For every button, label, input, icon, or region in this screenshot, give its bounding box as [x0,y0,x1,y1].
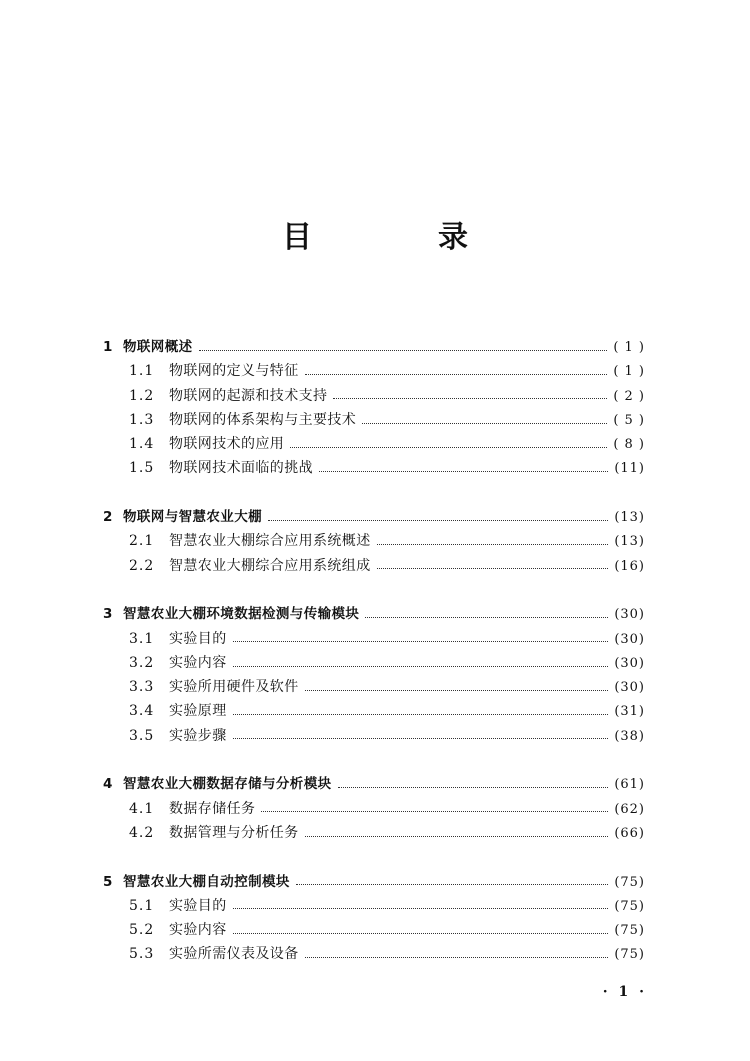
page-number: (62) [614,801,645,817]
section-title: 实验所用硬件及软件 [169,679,299,696]
section-number: 1.4 [129,436,155,453]
dot-leader [377,544,609,545]
dot-leader [268,520,608,521]
section-entry[interactable] [103,699,645,723]
section-entry[interactable] [103,384,645,408]
section-number: 1.3 [129,411,155,428]
section-number: 3.2 [129,654,155,671]
chapter-number: 2 [103,509,113,526]
chapter-title: 物联网概述 [123,339,193,355]
section-number: 4.1 [129,800,155,817]
section-number: 3.5 [129,727,155,744]
page-number: ( 5 ) [613,412,645,428]
section-entry[interactable] [103,529,645,553]
section-entry[interactable] [103,359,645,383]
section-number: 1.5 [129,460,155,477]
dot-leader [261,811,608,812]
page-number: (13) [614,510,645,526]
dot-leader [233,908,609,909]
page-number: ( 1 ) [613,364,645,380]
section-title: 实验所需仪表及设备 [169,946,299,963]
section-number: 2.2 [129,557,155,574]
chapter-number: 3 [103,606,113,623]
section-number: 5.3 [129,946,155,963]
dot-leader [233,666,609,667]
dot-leader [296,884,609,885]
dot-leader [362,423,607,424]
section-title: 实验目的 [169,897,227,914]
dot-leader [233,714,609,715]
section-entry[interactable] [103,894,645,918]
page-number: (75) [614,898,645,914]
section-entry[interactable] [103,942,645,966]
page-number: (75) [614,923,645,939]
dot-leader [333,398,607,399]
table-of-contents [103,335,645,967]
section-entry[interactable] [103,724,645,748]
page-number: (30) [614,655,645,671]
section-title: 实验目的 [169,630,227,647]
chapter-entry[interactable] [103,505,645,529]
section-title: 物联网技术面临的挑战 [169,460,313,477]
page-number: (30) [614,607,645,623]
page-number: ( 2 ) [613,388,645,404]
section-title: 实验内容 [169,654,227,671]
page-number: (75) [614,947,645,963]
page-number: (11) [614,461,645,477]
section-number: 4.2 [129,824,155,841]
chapter-title: 智慧农业大棚自动控制模块 [123,873,290,890]
section-number: 1.1 [129,363,155,380]
dot-leader [233,933,609,934]
page-number: (16) [614,558,645,574]
section-title: 实验原理 [169,703,227,720]
section-entry[interactable] [103,408,645,432]
section-entry[interactable] [103,627,645,651]
chapter-2 [103,505,645,578]
section-entry[interactable] [103,651,645,675]
chapter-1 [103,335,645,481]
section-entry[interactable] [103,432,645,456]
section-title: 物联网的体系架构与主要技术 [169,411,357,428]
section-title: 物联网的定义与特征 [169,363,299,380]
chapter-entry[interactable] [103,772,645,796]
chapter-title: 物联网与智慧农业大棚 [123,509,262,526]
chapter-4 [103,772,645,845]
section-number: 3.3 [129,679,155,696]
dot-leader [305,957,609,958]
page-number: (38) [614,728,645,744]
chapter-title: 智慧农业大棚数据存储与分析模块 [123,776,332,793]
section-title: 物联网的起源和技术支持 [169,387,328,404]
section-number: 1.2 [129,387,155,404]
chapter-entry[interactable] [103,335,645,359]
section-entry[interactable] [103,918,645,942]
dot-leader [233,738,609,739]
toc-title: 目 录 [282,220,516,255]
page-number: ( 1 ) [613,340,645,355]
page-number: (31) [614,704,645,720]
page-number: (30) [614,680,645,696]
section-title: 智慧农业大棚综合应用系统组成 [169,557,371,574]
chapter-number: 1 [103,339,113,355]
chapter-5 [103,870,645,967]
section-number: 5.1 [129,897,155,914]
section-title: 实验步骤 [169,727,227,744]
dot-leader [305,836,609,837]
dot-leader [365,617,608,618]
dot-leader [290,447,607,448]
chapter-entry[interactable] [103,870,645,894]
page-number: ( 8 ) [613,437,645,453]
section-title: 数据存储任务 [169,800,256,817]
page-number: (30) [614,631,645,647]
section-title: 数据管理与分析任务 [169,824,299,841]
page-number: (13) [614,534,645,550]
chapter-number: 4 [103,776,113,793]
footer-page-number: · 1 · [602,984,647,1000]
section-entry[interactable] [103,456,645,480]
dot-leader [338,787,609,788]
page-number: (66) [614,825,645,841]
dot-leader [233,641,609,642]
section-title: 智慧农业大棚综合应用系统概述 [169,533,371,550]
dot-leader [319,471,608,472]
dot-leader [305,374,608,375]
section-entry[interactable] [103,821,645,845]
section-number: 3.1 [129,630,155,647]
section-title: 物联网技术的应用 [169,436,285,453]
section-title: 实验内容 [169,922,227,939]
dot-leader [305,690,609,691]
section-entry[interactable] [103,797,645,821]
section-number: 2.1 [129,533,155,550]
page-number: (61) [614,777,645,793]
chapter-title: 智慧农业大棚环境数据检测与传输模块 [123,606,360,623]
dot-leader [199,350,608,351]
section-entry[interactable] [103,554,645,578]
chapter-3 [103,602,645,748]
dot-leader [377,568,609,569]
chapter-number: 5 [103,873,113,890]
section-number: 3.4 [129,703,155,720]
chapter-entry[interactable] [103,602,645,626]
section-entry[interactable] [103,675,645,699]
section-number: 5.2 [129,922,155,939]
page-number: (75) [614,874,645,890]
